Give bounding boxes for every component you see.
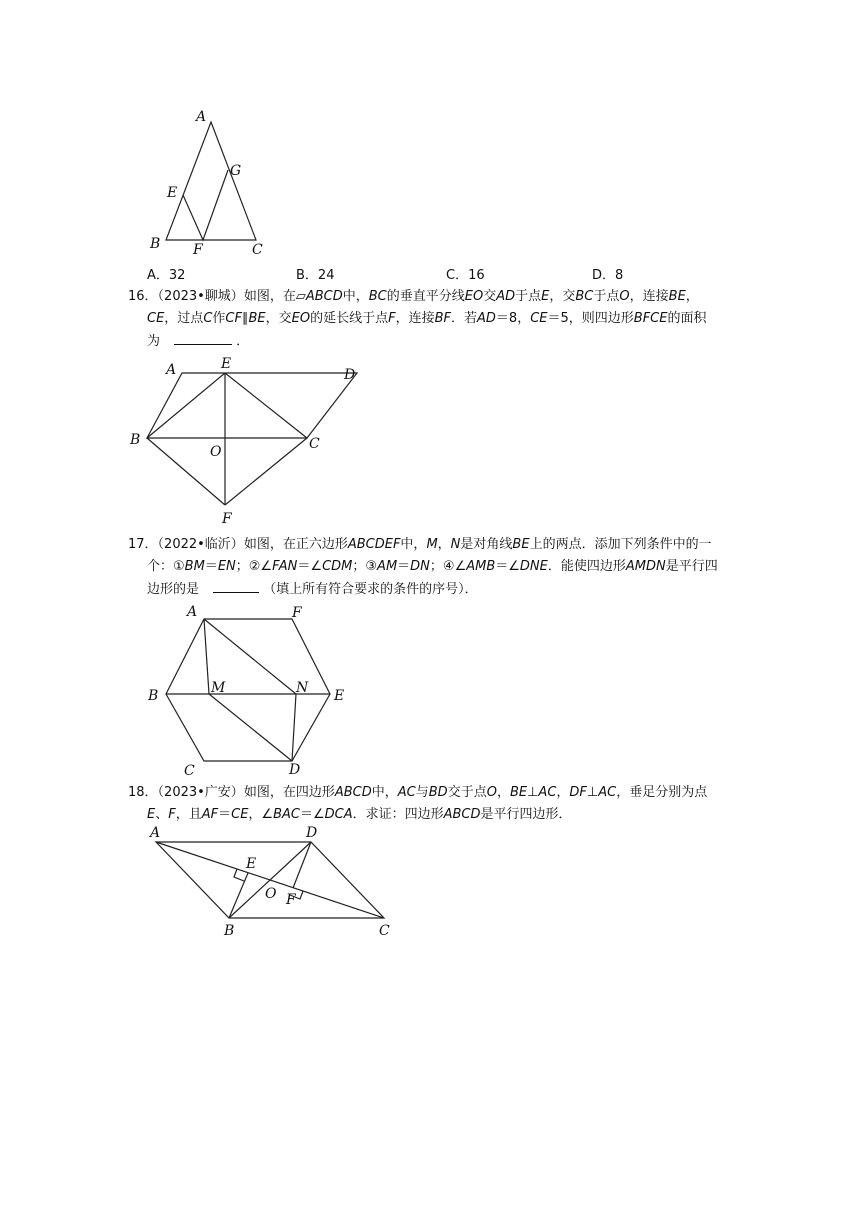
label-F: F: [193, 242, 203, 258]
label-C: C: [309, 436, 320, 452]
segment-be: [229, 873, 248, 918]
label-A: A: [196, 109, 207, 125]
option-c: C．16: [446, 268, 485, 283]
figure-q18-quadrilateral: [140, 822, 400, 944]
label-E: E: [246, 856, 257, 872]
option-d: D．8: [592, 268, 624, 283]
segment-eb: [147, 373, 225, 438]
label-F: F: [222, 511, 232, 527]
label-F: F: [292, 605, 302, 621]
option-a: A．32: [147, 268, 186, 283]
segment-ec: [225, 373, 307, 438]
label-B: B: [130, 432, 141, 448]
segment-cf: [225, 438, 307, 505]
segment-nd: [292, 694, 296, 761]
answer-blank-16[interactable]: [174, 330, 232, 345]
label-D: D: [289, 762, 301, 778]
question-18-line-1: 18．（2023•广安）如图，在四边形ABCD中，AC与BD交于点O，BE⊥AC，DF⊥AC，垂足分别为点: [128, 785, 708, 800]
segment-df: [293, 842, 311, 888]
question-17-line-3: 边形的是 （填上所有符合要求的条件的序号）．: [147, 578, 478, 601]
label-E: E: [221, 356, 232, 372]
question-17-line-1: 17．（2022•临沂）如图，在正六边形ABCDEF中，M，N是对角线BE上的两点．添加下列条件中的一: [128, 537, 712, 552]
label-B: B: [224, 923, 235, 939]
label-O: O: [265, 886, 277, 902]
label-M: M: [211, 680, 226, 696]
segment-am: [204, 619, 209, 694]
label-D: D: [306, 825, 318, 841]
label-C: C: [252, 242, 263, 258]
question-17-line-2: 个：①BM＝EN；②∠FAN＝∠CDM；③AM＝DN；④∠AMB＝∠DNE．能使四边形AMDN是平行四: [147, 559, 718, 574]
label-F: F: [286, 892, 296, 908]
option-b: B．24: [296, 268, 335, 283]
label-C: C: [379, 923, 390, 939]
parallelogram-abcd: [147, 373, 357, 438]
label-O: O: [210, 444, 222, 460]
figure-q17-hexagon: [142, 600, 362, 778]
label-D: D: [344, 367, 356, 383]
label-A: A: [187, 604, 198, 620]
label-B: B: [148, 688, 159, 704]
segment-md: [209, 694, 292, 761]
label-E: E: [167, 185, 178, 201]
label-G: G: [230, 163, 242, 179]
triangle-abc: [166, 122, 256, 240]
question-16-line-1: 16．（2023•聊城）如图，在▱ABCD中，BC的垂直平分线EO交AD于点E，交BC于点O，连接BE，: [128, 289, 699, 304]
question-18-line-2: E、F，且AF＝CE，∠BAC＝∠DCA．求证：四边形ABCD是平行四边形．: [147, 807, 572, 822]
question-16-line-2: CE，过点C作CF∥BE，交EO的延长线于点F，连接BF．若AD＝8，CE＝5，则四边形BFCE的面积: [147, 311, 707, 326]
label-C: C: [184, 763, 195, 778]
label-E: E: [334, 688, 345, 704]
answer-blank-17[interactable]: [213, 578, 259, 593]
label-A: A: [150, 825, 161, 841]
question-16-line-3: 为 ．: [147, 330, 249, 353]
segment-efg: [183, 170, 228, 240]
figure-q16-parallelogram: [125, 354, 365, 530]
label-B: B: [150, 236, 161, 252]
label-N: N: [296, 680, 309, 696]
figure-q15-triangle: [140, 104, 280, 260]
label-A: A: [166, 362, 177, 378]
